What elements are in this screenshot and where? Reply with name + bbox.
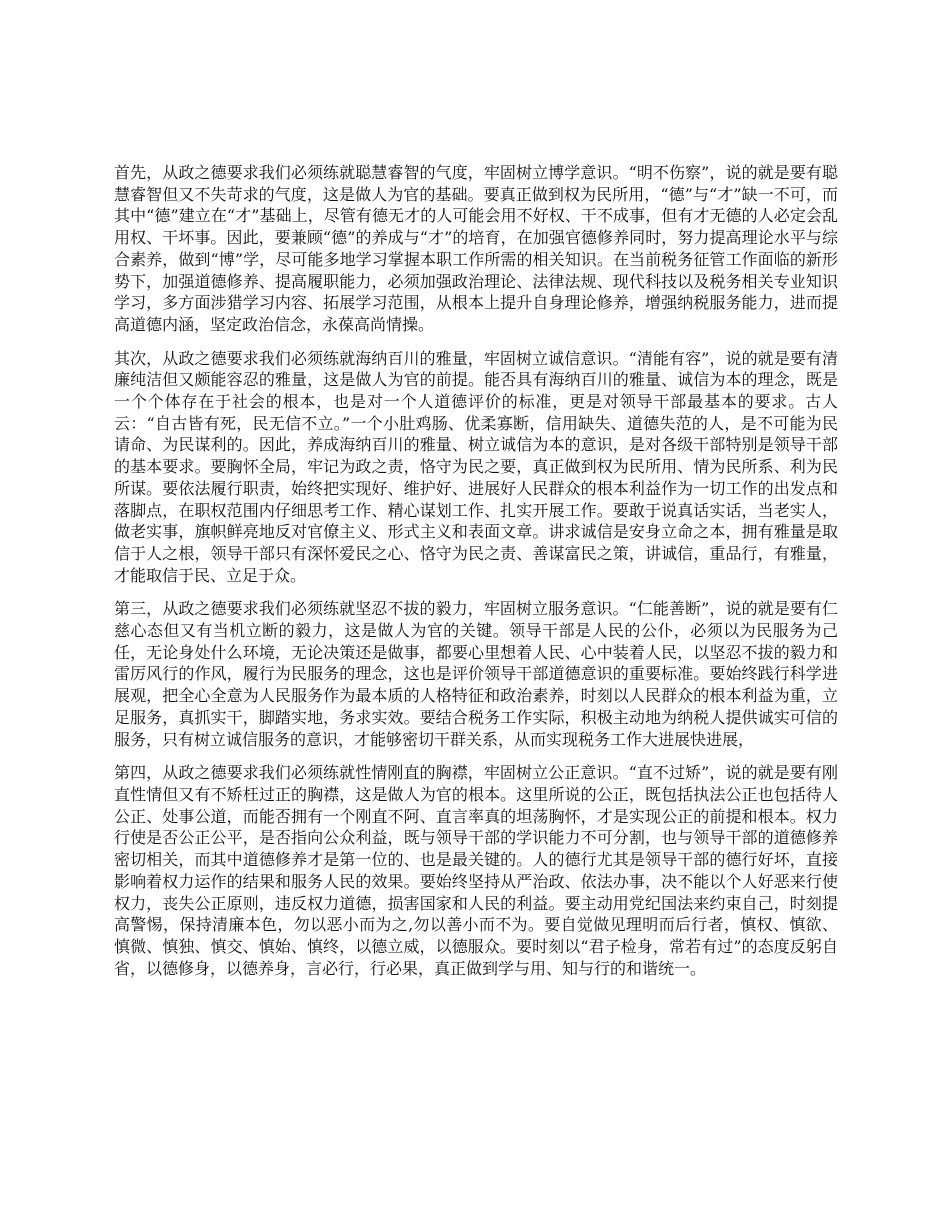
- paragraph-3-service: 第三，从政之德要求我们必须练就坚忍不拔的毅力，牢固树立服务意识。“仁能善断”，说的就是要有仁慈心态但又有当机立断的毅力，这是做人为官的关键。领导干部是人民的公仆，必须以为民服务为己任，无论身处什么环境，无论决策还是做事，都要心里想着人民、心中装着人民，以坚忍不拔的毅力和雷厉风行的作风，履行为民服务的理念，这也是评价领导干部道德意识的重要标准。要始终践行科学进展观，把全心全意为人民服务作为最本质的人格特征和政治素养，时刻以人民群众的根本利益为重，立足服务，真抓实干，脚踏实地，务求实效。要结合税务工作实际，积极主动地为纳税人提供诚实可信的服务，只有树立诚信服务的意识，才能够密切干群关系，从而实现税务工作大进展快进展，: [114, 599, 838, 749]
- paragraph-2-integrity: 其次，从政之德要求我们必须练就海纳百川的雅量，牢固树立诚信意识。“清能有容”，说的就是要有清廉纯洁但又颇能容忍的雅量，这是做人为官的前提。能否具有海纳百川的雅量、诚信为本的理念，既是一个个体存在于社会的根本，也是对一个人道德评价的标准，更是对领导干部最基本的要求。古人云：“自古皆有死，民无信不立。”一个小肚鸡肠、优柔寡断，信用缺失、道德失范的人，是不可能为民请命、为民谋利的。因此，养成海纳百川的雅量、树立诚信为本的意识，是对各级干部特别是领导干部的基本要求。要胸怀全局，牢记为政之责，恪守为民之要，真正做到权为民所用、情为民所系、利为民所谋。要依法履行职责，始终把实现好、维护好、进展好人民群众的根本利益作为一切工作的出发点和落脚点，在职权范围内仔细思考工作、精心谋划工作、扎实开展工作。要敢于说真话实话，当老实人，做老实事，旗帜鲜亮地反对官僚主义、形式主义和表面文章。讲求诚信是安身立命之本，拥有雅量是取信于人之根，领导干部只有深怀爱民之心、恪守为民之责、善谋富民之策，讲诚信，重品行，有雅量，才能取信于民、立足于众。: [114, 348, 838, 585]
- paragraph-1-erudition: 首先，从政之德要求我们必须练就聪慧睿智的气度，牢固树立博学意识。“明不伤察”，说的就是要有聪慧睿智但又不失苛求的气度，这是做人为官的基础。要真正做到权为民所用，“德”与“才”缺一不可，而其中“德”建立在“才”基础上，尽管有德无才的人可能会用不好权、干不成事，但有才无德的人必定会乱用权、干坏事。因此，要兼顾“德”的养成与“才”的培育，在加强官德修养同时，努力提高理论水平与综合素养，做到“博”学，尽可能多地学习掌握本职工作所需的相关知识。在当前税务征管工作面临的新形势下，加强道德修养、提高履职能力，必须加强政治理论、法律法规、现代科技以及税务相关专业知识学习，多方面涉猎学习内容、拓展学习范围，从根本上提升自身理论修养，增强纳税服务能力，进而提高道德内涵，坚定政治信念，永葆高尚情操。: [114, 163, 838, 334]
- paragraph-4-fairness: 第四，从政之德要求我们必须练就性情刚直的胸襟，牢固树立公正意识。“直不过矫”，说的就是要有刚直性情但又有不矫枉过正的胸襟，这是做人为官的根本。这里所说的公正，既包括执法公正也包括待人公正、处事公道，而能否拥有一个刚直不阿、直言率真的坦荡胸怀，才是实现公正的前提和根本。权力行使是否公正公平，是否指向公众利益，既与领导干部的学识能力不可分割，也与领导干部的道德修养密切相关，而其中道德修养才是第一位的、也是最关键的。人的德行尤其是领导干部的德行好坏，直接影响着权力运作的结果和服务人民的效果。要始终坚持从严治政、依法办事，决不能以个人好恶来行使权力，丧失公正原则，违反权力道德，损害国家和人民的利益。要主动用党纪国法来约束自己，时刻提高警惕，保持清廉本色，勿以恶小而为之,勿以善小而不为。要自觉做见理明而后行者，慎权、慎欲、慎微、慎独、慎交、慎始、慎终，以德立威，以德服众。要时刻以“君子检身，常若有过”的态度反躬自省，以德修身，以德养身，言必行，行必果，真正做到学与用、知与行的和谐统一。: [114, 763, 838, 978]
- document-body: [114, 162, 838, 991]
